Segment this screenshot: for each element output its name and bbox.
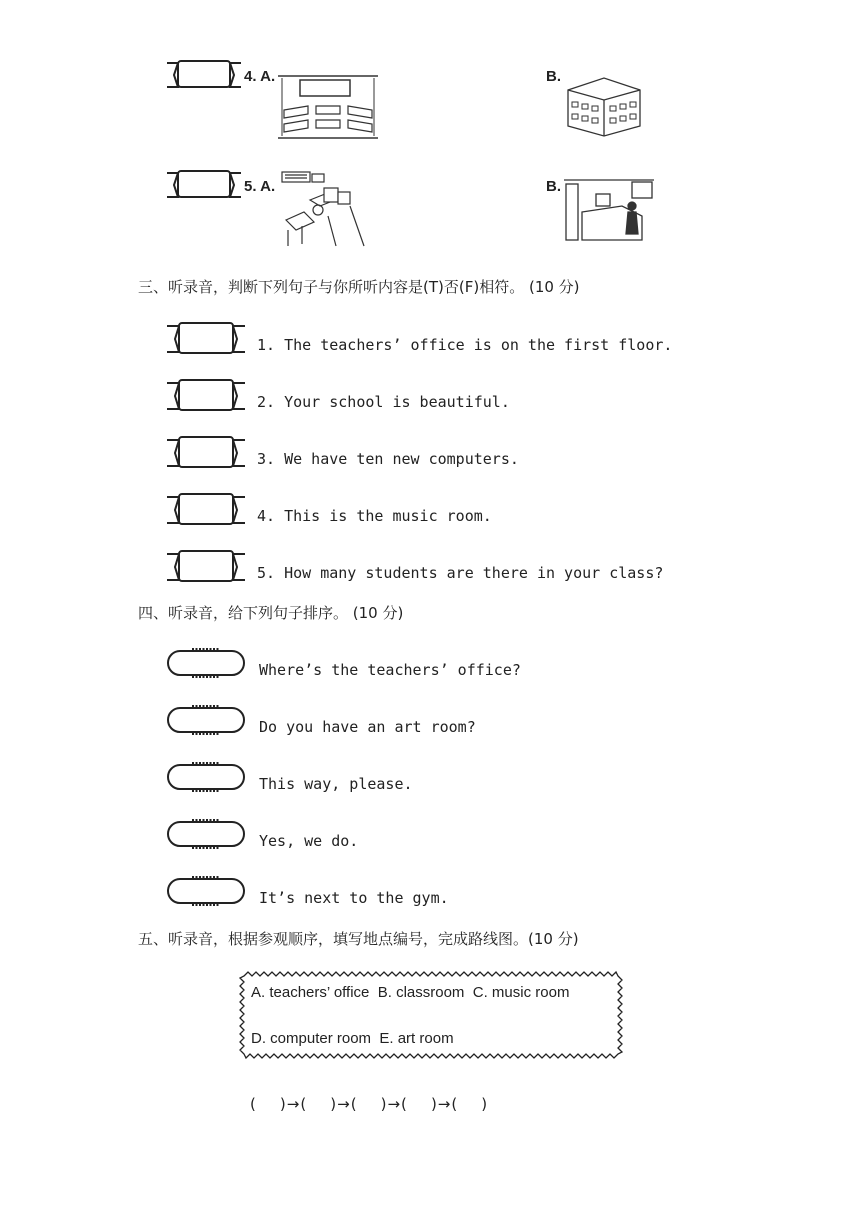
answer-ribbon-icon <box>166 60 242 90</box>
answer-ribbon-icon <box>166 170 242 200</box>
section4-title: 四、听录音，给下列句子排序。 (10 分) <box>138 604 404 622</box>
question-5-label: 5. A. <box>244 178 276 195</box>
places-box <box>238 970 624 1060</box>
list-item <box>0 760 860 800</box>
school-building-picture-icon <box>564 68 644 138</box>
list-item <box>0 874 860 914</box>
list-item <box>0 493 860 533</box>
question-4-option-b-label: B. <box>546 68 561 85</box>
answer-ribbon-icon[interactable] <box>166 322 246 356</box>
sentence-text: It’s next to the gym. <box>259 889 449 907</box>
list-item <box>0 379 860 419</box>
answer-ribbon-icon[interactable] <box>166 436 246 470</box>
order-capsule-icon[interactable] <box>166 817 246 851</box>
question-5-option-b-label: B. <box>546 178 561 195</box>
list-item <box>0 646 860 686</box>
office-picture-icon <box>562 176 656 244</box>
statement-text: 3. We have ten new computers. <box>257 450 519 468</box>
order-capsule-icon[interactable] <box>166 760 246 794</box>
answer-ribbon-icon[interactable] <box>166 379 246 413</box>
list-item <box>0 817 860 857</box>
sentence-text: Yes, we do. <box>259 832 359 850</box>
list-item <box>0 703 860 743</box>
order-capsule-icon[interactable] <box>166 703 246 737</box>
sentence-text: This way, please. <box>259 775 413 793</box>
question-4-row <box>0 60 860 150</box>
statement-text: 5. How many students are there in your class? <box>257 564 664 582</box>
sentence-text: Do you have an art room? <box>259 718 476 736</box>
answer-ribbon-icon[interactable] <box>166 493 246 527</box>
question-5-row <box>0 170 860 260</box>
sentence-text: Where’s the teachers’ office? <box>259 661 521 679</box>
places-line-1: A. teachers’ office B. classroom C. music room <box>251 984 570 1001</box>
classroom-picture-icon <box>278 70 378 140</box>
question-4-label: 4. A. <box>244 68 276 85</box>
route-answer-blanks[interactable]: ( )→( )→( )→( )→( ) <box>250 1095 489 1113</box>
list-item <box>0 436 860 476</box>
statement-text: 2. Your school is beautiful. <box>257 393 510 411</box>
section5-title: 五、听录音，根据参观顺序，填写地点编号，完成路线图。(10 分) <box>138 930 579 948</box>
list-item <box>0 550 860 590</box>
statement-text: 1. The teachers’ office is on the first floor. <box>257 336 673 354</box>
computer-room-picture-icon <box>280 170 370 248</box>
statement-text: 4. This is the music room. <box>257 507 492 525</box>
order-capsule-icon[interactable] <box>166 646 246 680</box>
section3-title: 三、听录音，判断下列句子与你所听内容是(T)否(F)相符。 (10 分) <box>138 278 580 296</box>
answer-ribbon-icon[interactable] <box>166 550 246 584</box>
places-line-2: D. computer room E. art room <box>251 1030 454 1047</box>
list-item <box>0 322 860 362</box>
order-capsule-icon[interactable] <box>166 874 246 908</box>
